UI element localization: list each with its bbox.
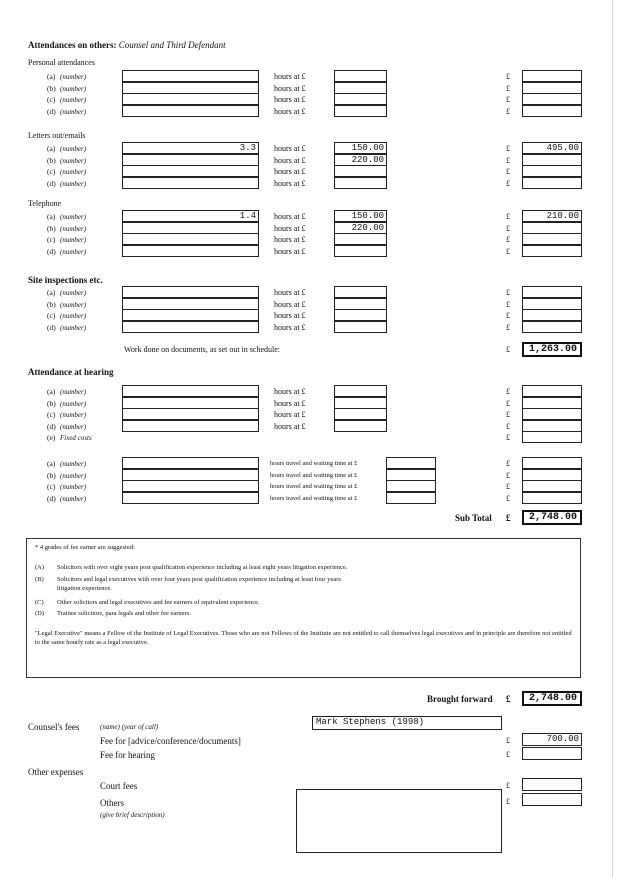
brought-forward-total[interactable]: 2,748.00 (522, 691, 582, 706)
telephone-currency: £ (506, 212, 510, 221)
subtotal-currency: £ (506, 513, 511, 523)
hearing-amount-input[interactable] (522, 385, 582, 397)
travel-row-letter: (a) (47, 459, 56, 468)
letters-rate-input[interactable]: 220.00 (334, 154, 387, 166)
letters-rate-input[interactable] (334, 165, 387, 177)
travel-rate-input[interactable] (386, 480, 436, 492)
site-amount-input[interactable] (522, 309, 582, 321)
hearing-hours-at-label: hours at £ (274, 410, 306, 419)
travel-hours-input[interactable] (122, 492, 259, 504)
telephone-hours-at-label: hours at £ (274, 224, 306, 233)
personal-hours-at-label: hours at £ (274, 107, 306, 116)
telephone-heading: Telephone (28, 199, 62, 208)
travel-label: hours travel and waiting time at £ (270, 495, 358, 502)
travel-currency: £ (506, 482, 510, 491)
personal-hours-input[interactable] (122, 93, 259, 105)
hearing-row-letter: (a) (47, 387, 56, 396)
travel-currency: £ (506, 494, 510, 503)
letters-hours-at-label: hours at £ (274, 167, 306, 176)
personal-row-letter: (a) (47, 72, 56, 81)
site-hours-input[interactable] (122, 321, 259, 333)
letters-row-number-hint: (number) (60, 168, 87, 176)
hearing-hours-input[interactable] (122, 408, 259, 420)
fee-earner-notes (26, 538, 581, 678)
grade-a-code: (A) (35, 564, 45, 571)
scan-edge-line (612, 0, 613, 877)
court-fees-amount[interactable] (522, 778, 582, 791)
personal-heading: Personal attendances (28, 58, 95, 67)
site-row-number-hint: (number) (60, 324, 87, 332)
hearing-rate-input[interactable] (334, 408, 387, 420)
hearing-row-number-hint: (number) (60, 411, 87, 419)
fixed-costs-currency: £ (506, 433, 510, 442)
court-fees-currency: £ (506, 781, 510, 790)
letters-hours-at-label: hours at £ (274, 144, 306, 153)
site-hours-at-label: hours at £ (274, 311, 306, 320)
travel-row-number-hint: (number) (60, 495, 87, 503)
telephone-amount-input[interactable] (522, 233, 582, 245)
telephone-row-number-hint: (number) (60, 236, 87, 244)
travel-rate-input[interactable] (386, 492, 436, 504)
hearing-row-letter: (d) (47, 422, 56, 431)
hearing-row-letter: (c) (47, 410, 56, 419)
telephone-row-letter: (c) (47, 235, 56, 244)
letters-currency: £ (506, 167, 510, 176)
letters-hours-input[interactable] (122, 177, 259, 189)
telephone-amount-input[interactable]: 210.00 (522, 210, 582, 222)
site-heading: Site inspections etc. (28, 275, 103, 285)
site-hours-at-label: hours at £ (274, 300, 306, 309)
site-rate-input[interactable] (334, 321, 387, 333)
letters-hours-input[interactable]: 3.3 (122, 142, 259, 154)
travel-hours-input[interactable] (122, 480, 259, 492)
fee-advice-amount[interactable]: 700.00 (522, 733, 582, 746)
other-expenses-heading: Other expenses (28, 767, 84, 777)
personal-hours-at-label: hours at £ (274, 72, 306, 81)
travel-row-letter: (d) (47, 494, 56, 503)
page-title: Attendances on others: Counsel and Third Defendant (28, 40, 226, 50)
site-row-letter: (c) (47, 311, 56, 320)
travel-rate-input[interactable] (386, 457, 436, 469)
letters-amount-input[interactable] (522, 177, 582, 189)
others-currency: £ (506, 797, 510, 806)
letters-rate-input[interactable]: 150.00 (334, 142, 387, 154)
grade-d-text: Trainee solicitors, para legals and other fee earners. (57, 610, 191, 617)
letters-row-number-hint: (number) (60, 145, 87, 153)
site-amount-input[interactable] (522, 321, 582, 333)
documents-label: Work done on documents, as set out in schedule: (124, 345, 280, 354)
personal-currency: £ (506, 107, 510, 116)
hearing-amount-input[interactable] (522, 408, 582, 420)
personal-amount-input[interactable] (522, 93, 582, 105)
telephone-row-number-hint: (number) (60, 213, 87, 221)
letters-amount-input[interactable] (522, 165, 582, 177)
telephone-amount-input[interactable] (522, 245, 582, 257)
personal-row-number-hint: (number) (60, 73, 87, 81)
letters-row-number-hint: (number) (60, 180, 87, 188)
hearing-heading: Attendance at hearing (28, 367, 114, 377)
site-rate-input[interactable] (334, 309, 387, 321)
telephone-rate-input[interactable] (334, 233, 387, 245)
telephone-hours-input[interactable] (122, 233, 259, 245)
personal-currency: £ (506, 72, 510, 81)
personal-amount-input[interactable] (522, 70, 582, 82)
telephone-hours-at-label: hours at £ (274, 212, 306, 221)
telephone-hours-at-label: hours at £ (274, 247, 306, 256)
personal-hours-at-label: hours at £ (274, 84, 306, 93)
counsel-heading: Counsel's fees (28, 722, 80, 732)
personal-hours-input[interactable] (122, 105, 259, 117)
letters-row-number-hint: (number) (60, 157, 87, 165)
letters-heading: Letters out/emails (28, 131, 86, 140)
site-hours-input[interactable] (122, 309, 259, 321)
travel-label: hours travel and waiting time at £ (270, 483, 358, 490)
personal-rate-input[interactable] (334, 70, 387, 82)
travel-row-number-hint: (number) (60, 472, 87, 480)
others-hint: (give brief description) (100, 811, 165, 819)
legal-executive-note: "Legal Executive" means a Fellow of the Institute of Legal Executives. Those who are not Fellows of the Institute are not entitled to call themselves legal executives and in principle are therefore not entitled to the same hourly rate as a legal executive. (35, 630, 572, 646)
travel-label: hours travel and waiting time at £ (270, 460, 358, 467)
documents-currency: £ (506, 345, 510, 354)
fee-hearing-label: Fee for hearing (100, 750, 155, 760)
site-currency: £ (506, 300, 510, 309)
telephone-rate-input[interactable]: 150.00 (334, 210, 387, 222)
travel-hours-input[interactable] (122, 457, 259, 469)
telephone-row-letter: (b) (47, 224, 56, 233)
personal-row-letter: (b) (47, 84, 56, 93)
travel-amount-input[interactable] (522, 492, 582, 504)
letters-row-letter: (b) (47, 156, 56, 165)
travel-amount-input[interactable] (522, 457, 582, 469)
personal-row-letter: (c) (47, 95, 56, 104)
hearing-hours-at-label: hours at £ (274, 399, 306, 408)
grade-b-code: (B) (35, 576, 44, 583)
subtotal-total[interactable]: 2,748.00 (522, 510, 582, 525)
site-row-number-hint: (number) (60, 301, 87, 309)
hearing-currency: £ (506, 422, 510, 431)
telephone-rate-input[interactable] (334, 245, 387, 257)
hearing-row-number-hint: (number) (60, 400, 87, 408)
others-description-field[interactable] (296, 789, 502, 853)
letters-row-letter: (a) (47, 144, 56, 153)
letters-amount-input[interactable]: 495.00 (522, 142, 582, 154)
hearing-currency: £ (506, 399, 510, 408)
site-hours-input[interactable] (122, 286, 259, 298)
personal-rate-input[interactable] (334, 93, 387, 105)
grade-b-text-cont: litigation experience. (57, 585, 112, 592)
grade-b-text: Solicitors and legal executives with over four years post qualification experience including at least four years (57, 576, 341, 583)
fee-advice-label: Fee for [advice/conference/documents] (100, 736, 241, 746)
travel-currency: £ (506, 459, 510, 468)
personal-currency: £ (506, 84, 510, 93)
letters-currency: £ (506, 179, 510, 188)
others-label: Others (100, 798, 124, 808)
site-rate-input[interactable] (334, 286, 387, 298)
personal-row-number-hint: (number) (60, 96, 87, 104)
telephone-hours-input[interactable] (122, 245, 259, 257)
court-fees-label: Court fees (100, 781, 138, 791)
personal-currency: £ (506, 95, 510, 104)
travel-row-number-hint: (number) (60, 483, 87, 491)
personal-amount-input[interactable] (522, 105, 582, 117)
site-row-letter: (d) (47, 323, 56, 332)
personal-hours-input[interactable] (122, 70, 259, 82)
telephone-row-letter: (a) (47, 212, 56, 221)
notes-intro: * 4 grades of fee earner are suggested: (35, 544, 135, 551)
fixed-costs-letter: (e) (47, 433, 56, 442)
letters-hours-at-label: hours at £ (274, 179, 306, 188)
letters-rate-input[interactable] (334, 177, 387, 189)
site-currency: £ (506, 323, 510, 332)
fee-hearing-currency: £ (506, 750, 510, 759)
letters-row-letter: (c) (47, 167, 56, 176)
subtotal-label: Sub Total (455, 513, 492, 523)
hearing-row-letter: (b) (47, 399, 56, 408)
fee-advice-currency: £ (506, 736, 510, 745)
personal-row-number-hint: (number) (60, 85, 87, 93)
letters-hours-at-label: hours at £ (274, 156, 306, 165)
telephone-hours-at-label: hours at £ (274, 235, 306, 244)
fixed-costs-label: Fixed costs (60, 434, 92, 442)
site-hours-at-label: hours at £ (274, 323, 306, 332)
hearing-hours-input[interactable] (122, 385, 259, 397)
fee-hearing-amount[interactable] (522, 747, 582, 760)
hearing-rate-input[interactable] (334, 420, 387, 432)
telephone-rate-input[interactable]: 220.00 (334, 222, 387, 234)
letters-row-letter: (d) (47, 179, 56, 188)
travel-currency: £ (506, 471, 510, 480)
telephone-row-letter: (d) (47, 247, 56, 256)
site-amount-input[interactable] (522, 286, 582, 298)
telephone-currency: £ (506, 224, 510, 233)
travel-amount-input[interactable] (522, 480, 582, 492)
travel-row-number-hint: (number) (60, 460, 87, 468)
documents-total[interactable]: 1,263.00 (522, 342, 582, 357)
grade-c-text: Other solicitors and legal executives and fee earners of equivalent experience. (57, 599, 260, 606)
letters-currency: £ (506, 156, 510, 165)
telephone-hours-input[interactable]: 1.4 (122, 210, 259, 222)
site-row-number-hint: (number) (60, 289, 87, 297)
travel-label: hours travel and waiting time at £ (270, 472, 358, 479)
telephone-row-number-hint: (number) (60, 225, 87, 233)
site-hours-at-label: hours at £ (274, 288, 306, 297)
site-row-number-hint: (number) (60, 312, 87, 320)
hearing-rate-input[interactable] (334, 385, 387, 397)
site-row-letter: (b) (47, 300, 56, 309)
grade-a-text: Solicitors with over eight years post qualification experience including at least eight years litigation experience. (57, 564, 348, 571)
site-row-letter: (a) (47, 288, 56, 297)
brought-forward-label: Brought forward (427, 694, 493, 704)
hearing-currency: £ (506, 387, 510, 396)
grade-c-code: (C) (35, 599, 44, 606)
counsel-name-hint: (name) (year of call) (100, 723, 159, 731)
counsel-name-field[interactable]: Mark Stephens (1998) (312, 716, 502, 730)
personal-row-number-hint: (number) (60, 108, 87, 116)
letters-currency: £ (506, 144, 510, 153)
telephone-row-number-hint: (number) (60, 248, 87, 256)
hearing-row-number-hint: (number) (60, 423, 87, 431)
travel-row-letter: (c) (47, 482, 56, 491)
site-currency: £ (506, 311, 510, 320)
personal-row-letter: (d) (47, 107, 56, 116)
letters-hours-input[interactable] (122, 165, 259, 177)
site-currency: £ (506, 288, 510, 297)
hearing-row-number-hint: (number) (60, 388, 87, 396)
telephone-currency: £ (506, 235, 510, 244)
others-amount[interactable] (522, 793, 582, 806)
hearing-hours-input[interactable] (122, 420, 259, 432)
personal-rate-input[interactable] (334, 105, 387, 117)
hearing-hours-at-label: hours at £ (274, 387, 306, 396)
personal-hours-at-label: hours at £ (274, 95, 306, 104)
telephone-currency: £ (506, 247, 510, 256)
travel-row-letter: (b) (47, 471, 56, 480)
brought-forward-currency: £ (506, 694, 511, 704)
hearing-hours-at-label: hours at £ (274, 422, 306, 431)
hearing-currency: £ (506, 410, 510, 419)
fixed-costs-amount[interactable] (522, 431, 582, 443)
grade-d-code: (D) (35, 610, 45, 617)
